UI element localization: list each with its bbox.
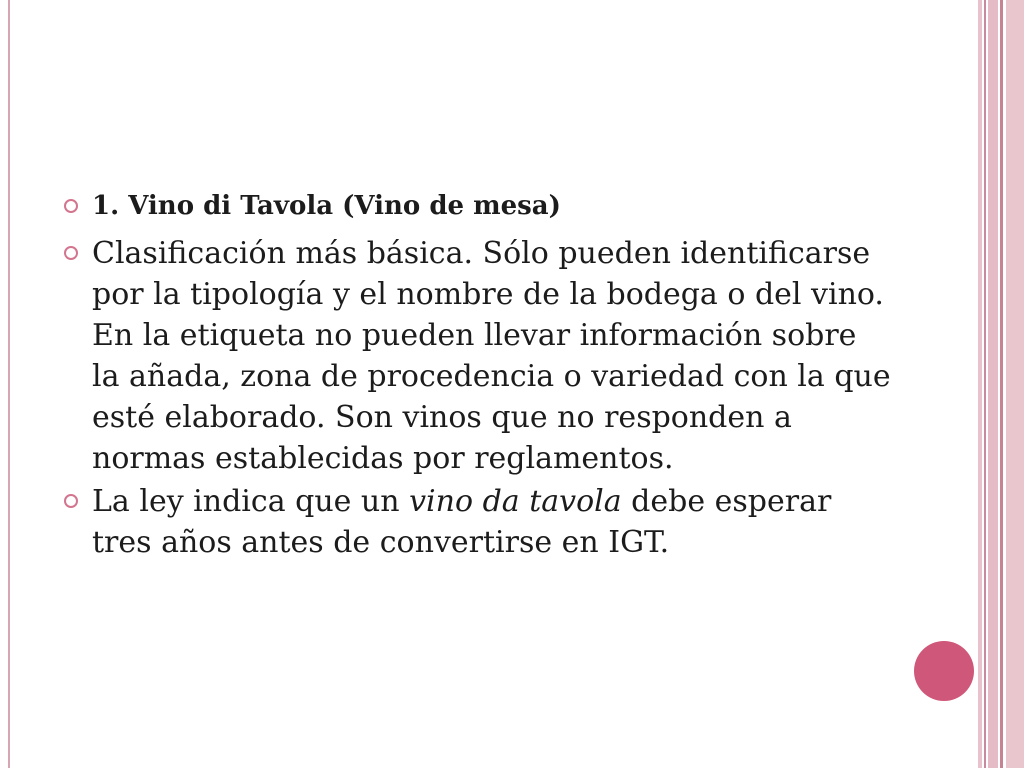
ring-bullet-icon	[64, 199, 78, 213]
right-stripe	[978, 0, 982, 768]
note-text-end: debe esperar tres años antes de convertirse en IGT.	[92, 484, 832, 560]
slide-content	[62, 186, 892, 565]
right-stripe	[1000, 0, 1003, 768]
description-text: Clasificación más básica. Sólo pueden identificarse por la tipología y el nombre de la bodega o del vino. En la etiqueta no pueden llevar información sobre la añada, zona de procedencia o variedad con la que esté elaborado. Son vinos que no responden a normas establecidas por reglamentos.	[92, 236, 891, 476]
slide-heading: 1. Vino di Tavola (Vino de mesa)	[92, 191, 561, 221]
ring-bullet-icon	[64, 246, 78, 260]
ring-bullet-icon	[64, 494, 78, 508]
note-text-start: La ley indica que un	[92, 484, 410, 519]
left-border-line	[8, 0, 10, 768]
bullet-item-note	[62, 481, 892, 563]
bullet-item-description	[62, 233, 892, 479]
right-stripe	[1006, 0, 1024, 768]
note-italic-term: vino da tavola	[409, 484, 622, 519]
decorative-circle	[914, 641, 974, 701]
right-stripe	[988, 0, 998, 768]
note-text	[92, 484, 831, 560]
right-stripe	[984, 0, 986, 768]
bullet-item-heading	[62, 186, 892, 227]
